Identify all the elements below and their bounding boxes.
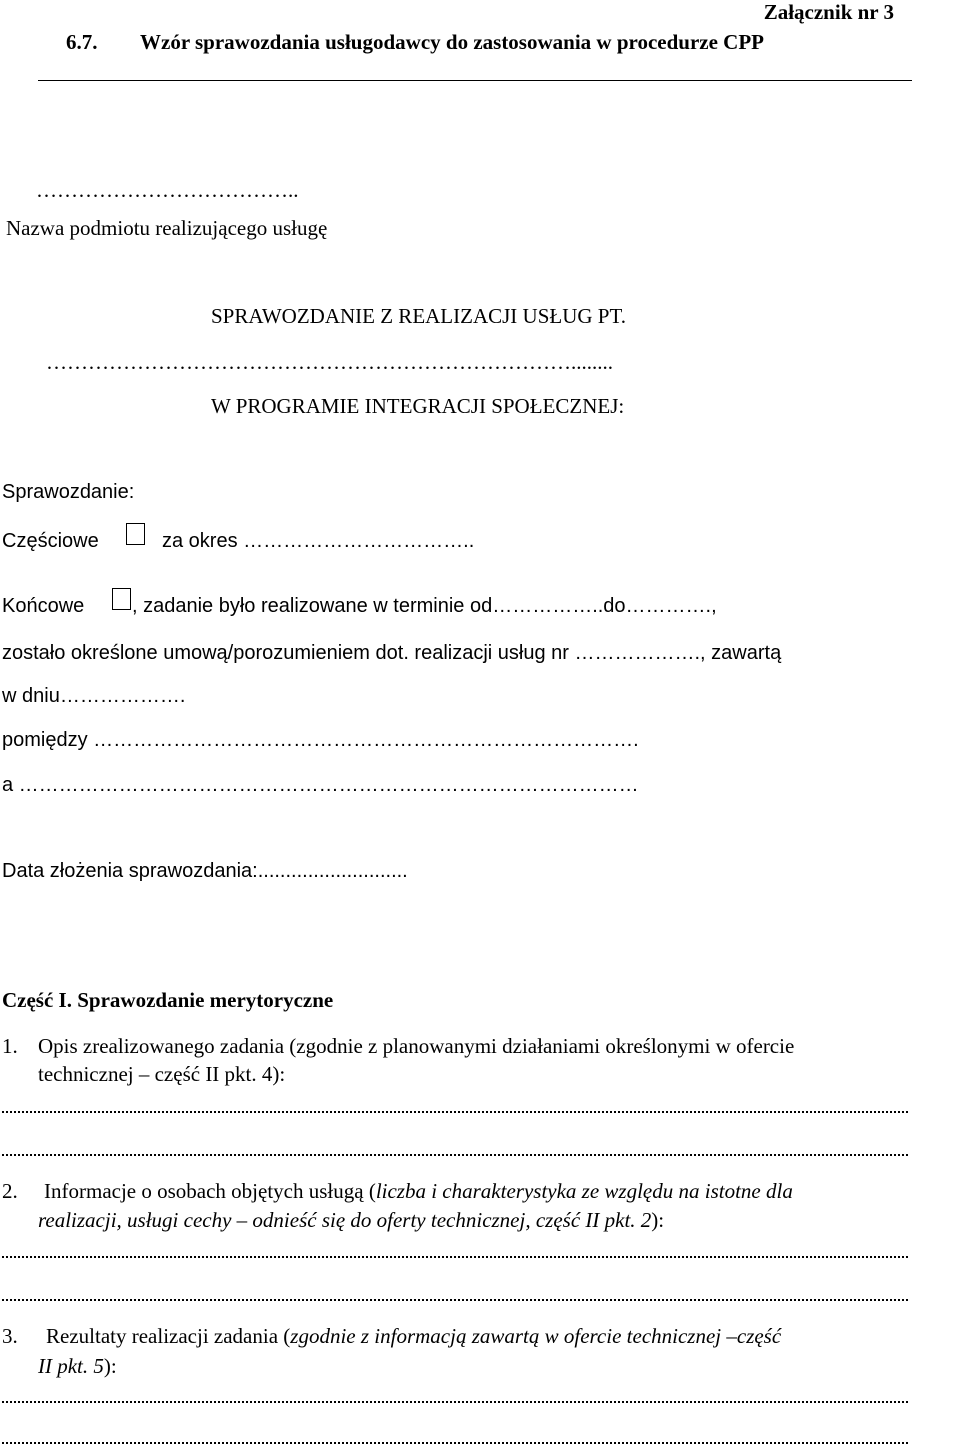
partial-period: za okres …………………………….. (162, 530, 475, 552)
item2-number: 2. (2, 1179, 18, 1203)
item3-lead: Rezultaty realizacji zadania ( (46, 1324, 291, 1348)
item1-number: 1. (2, 1034, 18, 1058)
part1-heading: Część I. Sprawozdanie merytoryczne (2, 988, 334, 1012)
provider-name-dots: ……………………………….. (36, 178, 299, 202)
partial-label: Częściowe (2, 530, 99, 552)
between-party: pomiędzy ………………………………………………………………………. (2, 729, 639, 751)
and-party: a ………………………………………………………………………………… (2, 774, 639, 796)
item2-answer-line[interactable] (2, 1299, 908, 1301)
report-type-label: Sprawozdanie: (2, 481, 135, 503)
item3-text-line1 (46, 1326, 781, 1347)
report-title: SPRAWOZDANIE Z REALIZACJI USŁUG PT. (211, 304, 626, 328)
item3-text-line2 (38, 1356, 117, 1377)
item3-number: 3. (2, 1324, 18, 1348)
final-label: Końcowe (2, 595, 85, 617)
agreement-line: zostało określone umową/porozumieniem dot. realizacji usług nr ………………., zawartą (2, 642, 782, 664)
report-title-dots: …………………………………………………………………........ (46, 350, 613, 374)
report-subtitle: W PROGRAMIE INTEGRACJI SPOŁECZNEJ: (211, 394, 625, 418)
item3-answer-line[interactable] (2, 1442, 908, 1444)
item3-answer-line[interactable] (2, 1401, 908, 1403)
attachment-label: Załącznik nr 3 (763, 0, 894, 24)
item3-italic1: zgodnie z informacją zawartą w ofercie technicznej –część (290, 1324, 782, 1348)
submission-date: Data złożenia sprawozdania:........................... (2, 860, 408, 882)
item2-italic1: liczba i charakterystyka ze względu na istotne dla (375, 1179, 793, 1203)
provider-name-label: Nazwa podmiotu realizującego usługę (6, 216, 328, 240)
item2-lead: Informacje o osobach objętych usługą ( (44, 1179, 376, 1203)
header-rule (38, 80, 912, 81)
item2-italic2: realizacji, usługi cechy – odnieść się do oferty technicznej, część II pkt. 2 (38, 1208, 652, 1232)
item2-answer-line[interactable] (2, 1256, 908, 1258)
section-number: 6.7. (66, 30, 98, 54)
partial-checkbox[interactable] (126, 523, 145, 545)
section-title: Wzór sprawozdania usługodawcy do zastosowania w procedurze CPP (140, 30, 764, 54)
item3-tail: ): (103, 1354, 117, 1378)
agreement-date: w dniu………………. (2, 685, 186, 707)
item1-text-line2: technicznej – część II pkt. 4): (38, 1062, 286, 1086)
item2-tail: ): (651, 1208, 665, 1232)
item3-italic2: II pkt. 5 (38, 1354, 104, 1378)
item1-answer-line[interactable] (2, 1154, 908, 1156)
item2-text-line1 (44, 1181, 793, 1202)
final-checkbox[interactable] (112, 588, 131, 610)
item1-answer-line[interactable] (2, 1111, 908, 1113)
final-period: , zadanie było realizowane w terminie od……………..do…………., (132, 595, 717, 617)
item2-text-line2 (38, 1210, 664, 1231)
item1-text-line1: Opis zrealizowanego zadania (zgodnie z planowanymi działaniami określonymi w ofercie (38, 1034, 795, 1058)
